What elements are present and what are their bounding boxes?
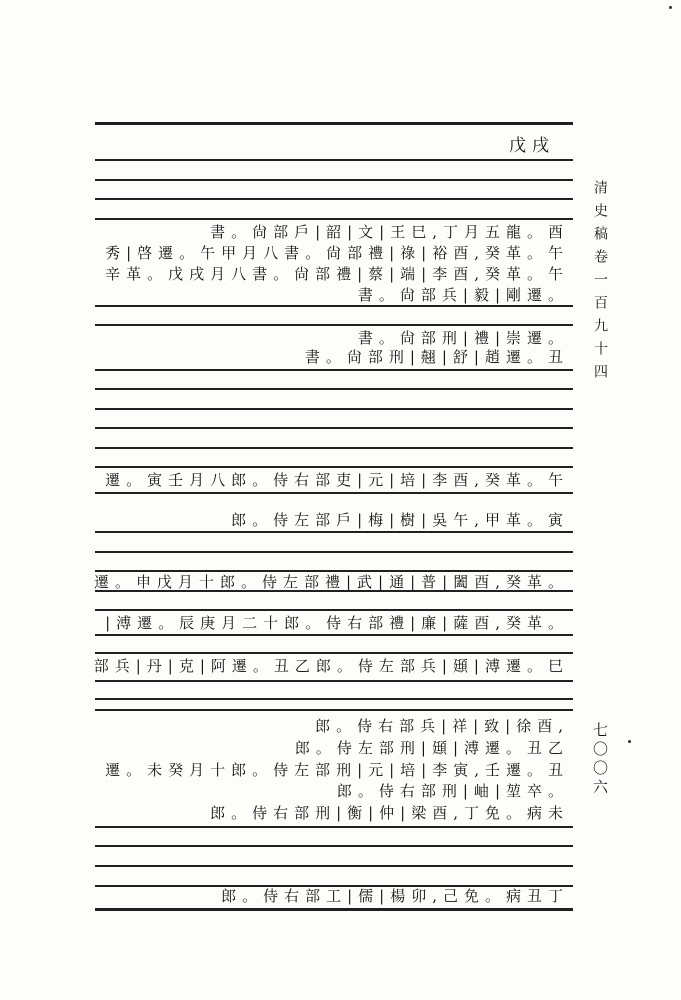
text-line: 遷。申戊月十郎。侍左部禮|武|通|普|闔酉,癸革。 [94,573,569,591]
text-line: 郎。侍右部刑|岫|堃卒。 [336,782,569,800]
table-rule [95,634,573,636]
text-line: 遷。未癸月十郎。侍左部刑|元|培|李寅,壬遷。丑 [105,761,569,779]
table-rule [95,492,573,494]
table-rule [95,680,573,682]
table-rule [95,305,573,307]
table-rule [95,709,573,711]
table-rule [95,466,573,468]
text-line: 書。尙部戶|韶|文|王巳,丁月五龍。酉 [210,223,569,241]
page-number: 七〇〇六 [591,722,609,798]
book-title: 清史稿卷一百九十四 [592,180,608,387]
table-rule [95,698,573,700]
table-rule [95,122,573,125]
text-line: |溥遷。辰庚月二十郎。侍右部禮|廉|薩酉,癸革。 [105,614,569,632]
table-rule [95,427,573,429]
table-rule [95,609,573,611]
text-line: 秀|啓遷。午甲月八書。尙部禮|祿|裕酉,癸革。午 [105,244,569,262]
text-line: 郎。侍左部刑|頲|溥遷。丑乙 [294,739,569,757]
table-rule [95,865,573,867]
table-rule [95,551,573,553]
table-rule [95,369,573,371]
text-line: 郎。侍右部刑|衡|仲|梁酉,丁免。病未 [210,804,569,822]
table-rule [95,845,573,847]
speck-mark [628,740,631,743]
table-rule [95,198,573,200]
text-line: 郎。侍右部工|儒|楊卯,己免。病丑丁 [221,887,569,905]
table-rule [95,388,573,390]
text-line: 書。尙部兵|毅|剛遷。 [357,286,569,304]
text-line: 辛革。戊戌月八書。尙部禮|蔡|端|李酉,癸革。午 [105,265,569,283]
table-rule [95,652,573,654]
table-rule [95,324,573,326]
table-rule [95,408,573,410]
table-rule [95,531,573,533]
text-line: 郎。侍左部戶|梅|樹|吳午,甲革。寅 [231,511,569,529]
text-line: 書。尙部刑|禮|崇遷。 [357,329,569,347]
speck-mark [669,6,672,9]
text-line: 遷。寅壬月八郎。侍右部吏|元|培|李酉,癸革。午 [105,471,569,489]
text-line: 書。尙部刑|翹|舒|趙遷。丑 [304,348,569,366]
table-rule [95,218,573,220]
table-rule [95,159,573,161]
table-rule [95,908,573,911]
page-header-title: 戊戌 [509,136,555,156]
table-rule [95,447,573,449]
text-line: 部兵|丹|克|阿遷。丑乙郎。侍左部兵|頲|溥遷。巳 [93,657,569,675]
table-rule [95,179,573,181]
table-rule [95,826,573,828]
text-line: 郎。侍右部兵|祥|致|徐酉, [315,717,569,735]
